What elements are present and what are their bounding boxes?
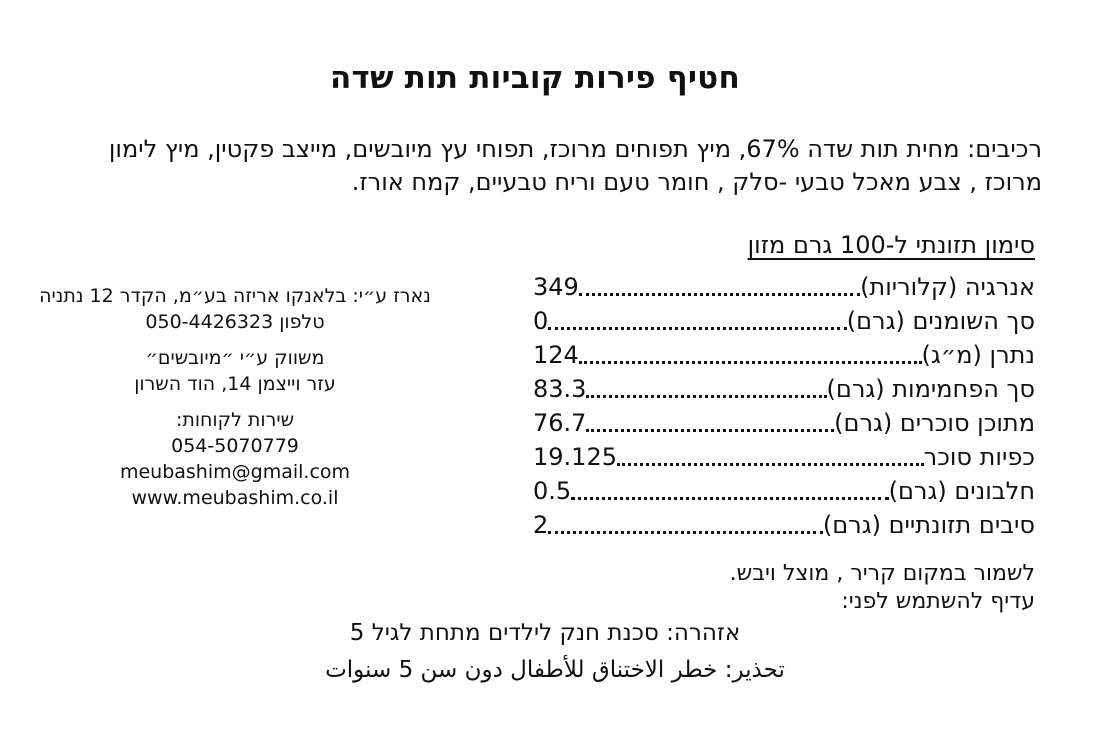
ingredients-line-1: רכיבים: מחית תות שדה 67%, מיץ תפוחים מרוכז, תפוחי עץ מיובשים, מייצב פקטין, מיץ לימון	[108, 135, 1042, 163]
dot-leader	[548, 327, 846, 330]
nutrition-label: סך הפחמימות (גרם)	[826, 375, 1035, 403]
dot-leader	[586, 395, 826, 398]
dot-leader	[579, 361, 922, 364]
nutrition-label: סיבים תזונתיים (גרם)	[822, 511, 1035, 539]
nutrition-table	[533, 270, 1035, 542]
dot-leader	[586, 429, 834, 432]
nutrition-heading: סימון תזונתי ל-100 גרם מזון	[747, 231, 1035, 259]
nutrition-row-fat	[533, 304, 1035, 338]
dot-leader	[571, 497, 888, 500]
product-title: חטיף פירות קוביות תות שדה	[330, 60, 740, 96]
choking-warning-hebrew: אזהרה: סכנת חנק לילדים מתחת לגיל 5	[349, 620, 741, 646]
marketer-address: עזר וייצמן 14, הוד השרון	[134, 373, 336, 395]
nutrition-value: 19.125	[533, 443, 617, 471]
nutrition-row-sodium	[533, 338, 1035, 372]
ingredients-block	[72, 133, 1042, 199]
nutrition-label: מתוכן סוכרים (גרם)	[834, 409, 1035, 437]
customer-service-info	[30, 407, 440, 511]
nutrition-value: 0	[533, 307, 549, 335]
nutrition-value: 83.3	[533, 375, 587, 403]
contact-website: www.meubashim.co.il	[131, 487, 339, 509]
nutrition-label: נתרן (מ״ג)	[921, 341, 1035, 369]
nutrition-value: 0.5	[533, 477, 572, 505]
contact-email: meubashim@gmail.com	[119, 461, 351, 483]
choking-warning-arabic: تحذير: خطر الاختناق للأطفال دون سن 5 سنوات	[325, 657, 785, 683]
nutrition-row-energy	[533, 270, 1035, 304]
best-before-label: עדיף להשתמש לפני:	[841, 589, 1035, 614]
packer-name: נארז ע״י: בלאנקו אריזה בע״מ, הקדר 12 נתניה	[39, 285, 431, 307]
customer-service-label: שירות לקוחות:	[175, 409, 295, 431]
nutrition-label: סך השומנים (גרם)	[846, 307, 1035, 335]
nutrition-row-protein	[533, 474, 1035, 508]
dot-leader	[548, 531, 823, 534]
nutrition-value: 349	[533, 273, 579, 301]
nutrition-value: 124	[533, 341, 579, 369]
nutrition-value: 2	[533, 511, 549, 539]
storage-line-1: לשמור במקום קריר , מוצל ויבש.	[729, 561, 1035, 586]
marketer-info	[30, 345, 440, 397]
nutrition-row-fiber	[533, 508, 1035, 542]
customer-service-phone: 054-5070779	[171, 435, 299, 457]
dot-leader	[617, 463, 924, 466]
packer-phone: טלפון 050-4426323	[145, 311, 325, 333]
nutrition-label: כפיות סוכר	[923, 443, 1035, 471]
nutrition-row-sugars	[533, 406, 1035, 440]
marketer-name: משווק ע״י ״מיובשים״	[145, 347, 325, 369]
packer-info	[30, 283, 440, 335]
nutrition-value: 76.7	[533, 409, 587, 437]
contact-block	[30, 283, 440, 521]
nutrition-row-carbohydrates	[533, 372, 1035, 406]
nutrition-label: אנרגיה (קלוריות)	[860, 273, 1035, 301]
dot-leader	[579, 293, 860, 296]
storage-instructions	[730, 560, 1035, 616]
nutrition-label: חלבונים (גרם)	[888, 477, 1035, 505]
ingredients-line-2: מרוכז , צבע מאכל טבעי -סלק , חומר טעם וריח טבעיים, קמח אורז.	[351, 168, 1042, 196]
nutrition-row-sugar-teaspoons	[533, 440, 1035, 474]
